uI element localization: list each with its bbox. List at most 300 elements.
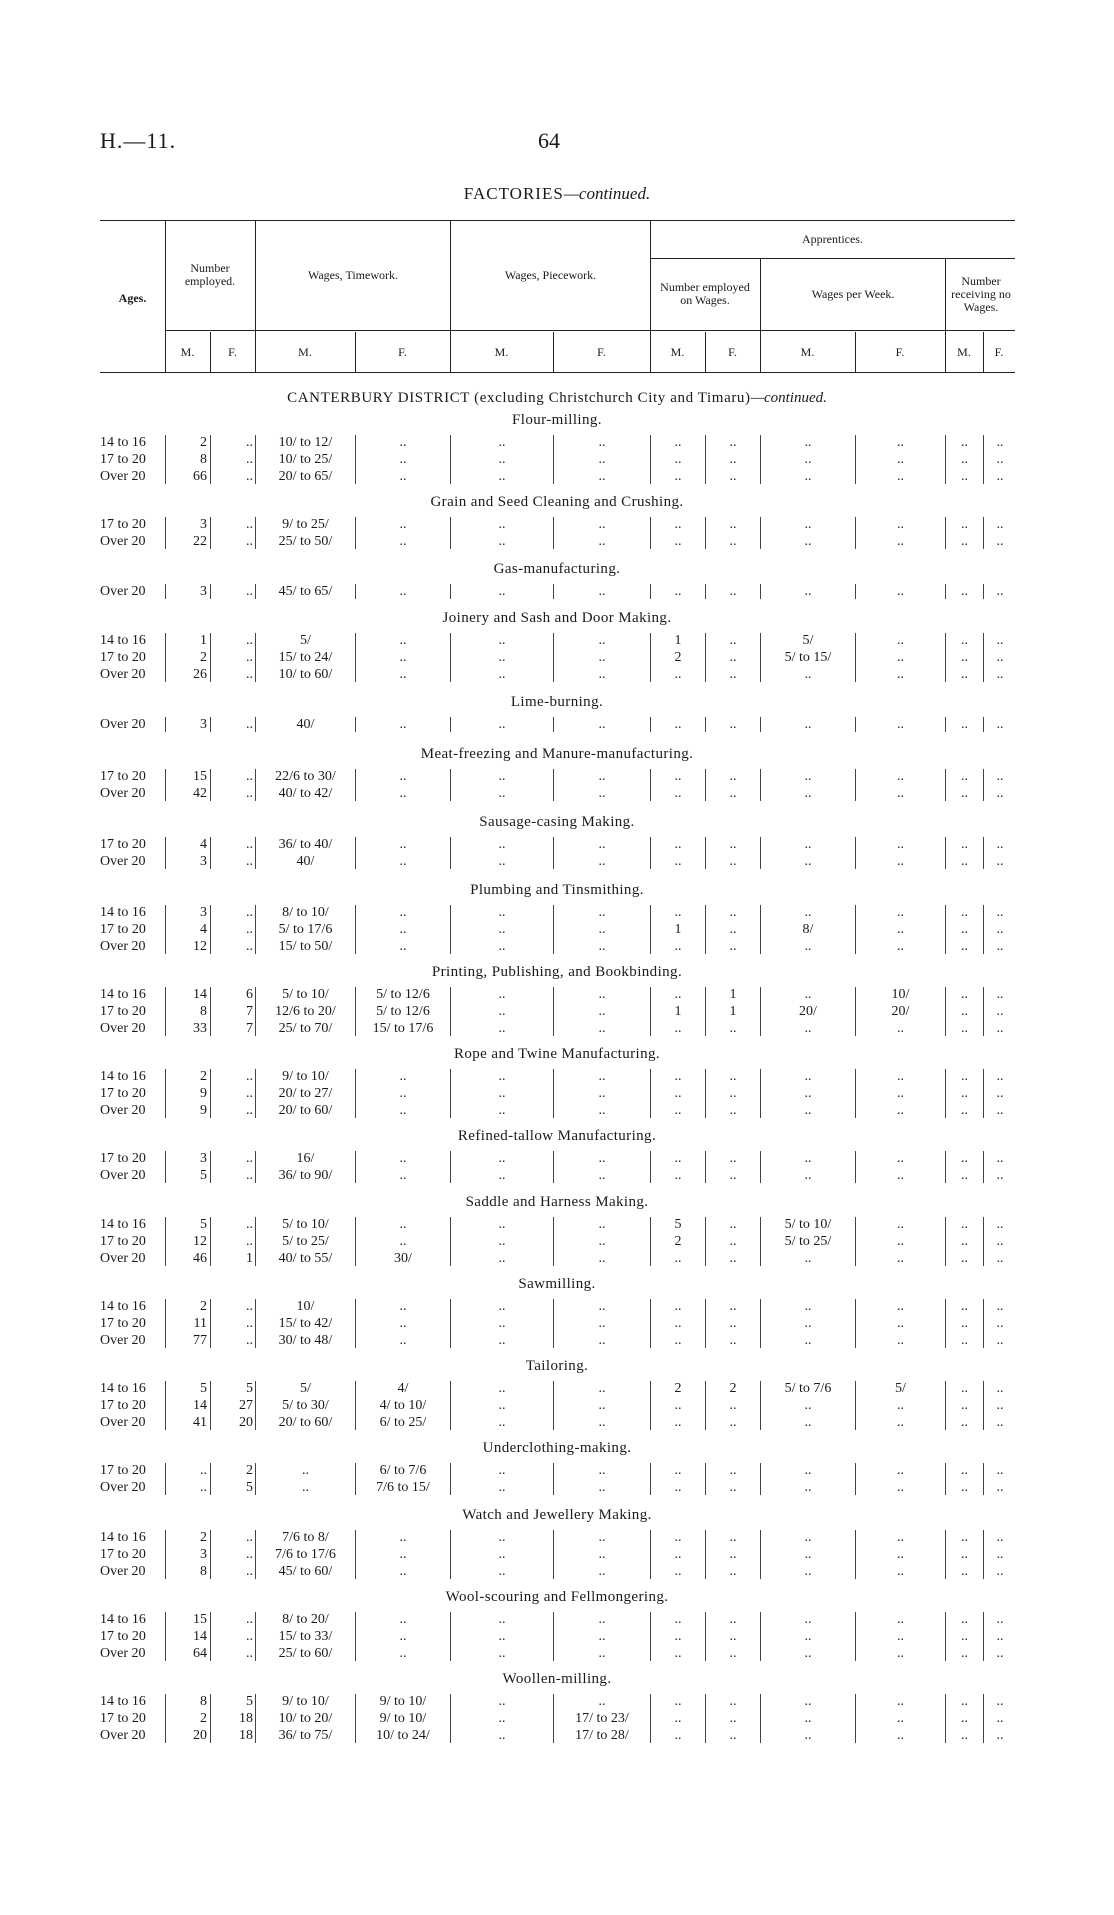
data-cell: .. [399, 1646, 407, 1661]
column-rule [705, 435, 706, 484]
data-cell: .. [996, 786, 1004, 801]
section-heading: Woollen-milling. [502, 1671, 612, 1687]
age-cell: 14 to 16 [100, 1694, 146, 1709]
table-row [0, 1020, 1114, 1037]
data-cell: .. [246, 905, 253, 920]
data-cell: .. [399, 854, 407, 869]
column-rule [650, 905, 651, 954]
data-cell: .. [804, 1086, 812, 1101]
data-cell: .. [961, 1480, 968, 1495]
data-cell: .. [498, 1069, 506, 1084]
data-cell: .. [996, 1646, 1004, 1661]
age-cell: 17 to 20 [100, 922, 146, 937]
column-rule [165, 837, 166, 869]
data-cell: .. [804, 854, 812, 869]
data-cell: .. [674, 1168, 682, 1183]
data-cell: 9 [200, 1103, 207, 1118]
data-cell: 77 [193, 1333, 207, 1348]
data-cell: 40/ [296, 717, 315, 732]
data-cell: .. [498, 1564, 506, 1579]
data-cell: .. [996, 1168, 1004, 1183]
data-cell: .. [897, 939, 904, 954]
data-cell: 7 [246, 1021, 253, 1036]
column-rule [650, 1381, 651, 1430]
column-rule [165, 1151, 166, 1183]
data-cell: 17/ to 28/ [575, 1728, 629, 1743]
data-cell: 5/ to 25/ [282, 1234, 329, 1249]
data-cell: .. [674, 786, 682, 801]
column-rule [983, 1217, 984, 1266]
column-rule [553, 1381, 554, 1430]
column-rule [983, 1463, 984, 1495]
column-rule [705, 1694, 706, 1743]
data-cell: 5/ to 25/ [784, 1234, 832, 1249]
data-cell: 66 [193, 469, 207, 484]
age-cell: 17 to 20 [100, 1086, 146, 1101]
data-cell: 9 [200, 1086, 207, 1101]
data-cell: .. [996, 922, 1004, 937]
data-cell: .. [498, 1299, 506, 1314]
data-cell: .. [897, 584, 904, 599]
data-cell: 1 [246, 1251, 253, 1266]
data-cell: .. [498, 786, 506, 801]
data-cell: .. [996, 905, 1004, 920]
data-cell: .. [598, 1612, 606, 1627]
table-header [0, 0, 1114, 400]
data-cell: .. [399, 1612, 407, 1627]
data-cell: .. [961, 922, 968, 937]
data-cell: .. [729, 905, 737, 920]
data-cell: .. [498, 1694, 506, 1709]
column-rule [855, 1463, 856, 1495]
column-rule [255, 435, 256, 484]
data-cell: 33 [193, 1021, 207, 1036]
data-cell: .. [897, 1168, 904, 1183]
data-cell: .. [598, 717, 606, 732]
data-cell: .. [729, 650, 737, 665]
data-cell: .. [897, 1316, 904, 1331]
header-apprentices-wages: Wages per Week. [811, 286, 895, 301]
data-cell: .. [399, 1629, 407, 1644]
data-cell: .. [996, 1694, 1004, 1709]
data-cell: .. [399, 1151, 407, 1166]
data-cell: .. [674, 1398, 682, 1413]
column-rule [450, 517, 451, 549]
data-cell: .. [498, 1217, 506, 1232]
data-cell: .. [804, 469, 812, 484]
data-cell: .. [674, 837, 682, 852]
data-cell: .. [897, 786, 904, 801]
column-rule [983, 905, 984, 954]
data-cell: 20/ to 60/ [278, 1103, 333, 1118]
data-cell: 8/ to 10/ [282, 905, 329, 920]
column-rule [945, 1069, 946, 1118]
table-row [0, 1250, 1114, 1267]
data-cell: .. [897, 1021, 904, 1036]
data-cell: .. [498, 837, 506, 852]
data-cell: 5/ to 10/ [282, 987, 329, 1002]
data-cell: .. [399, 1086, 407, 1101]
data-cell: 3 [200, 1547, 207, 1562]
column-rule [945, 1612, 946, 1661]
data-cell: .. [729, 1168, 737, 1183]
data-cell: .. [996, 1381, 1004, 1396]
column-rule [210, 1151, 211, 1183]
data-cell: 9/ to 10/ [282, 1069, 329, 1084]
table-row [0, 1102, 1114, 1119]
age-cell: Over 20 [100, 786, 146, 801]
column-rule [650, 1612, 651, 1661]
column-rule [165, 987, 166, 1036]
data-cell: .. [674, 1629, 682, 1644]
age-cell: Over 20 [100, 1333, 146, 1348]
data-cell: 2 [674, 1381, 682, 1396]
data-cell: .. [996, 517, 1004, 532]
column-rule [355, 905, 356, 954]
column-rule [210, 1299, 211, 1348]
data-cell: 5/ to 17/6 [278, 922, 333, 937]
data-cell: .. [729, 922, 737, 937]
column-rule [855, 435, 856, 484]
data-cell: 36/ to 75/ [278, 1728, 333, 1743]
data-cell: .. [246, 1316, 253, 1331]
age-cell: Over 20 [100, 854, 146, 869]
data-cell: .. [674, 717, 682, 732]
data-cell: .. [996, 1612, 1004, 1627]
header-piece-f: F. [597, 344, 606, 359]
data-cell: .. [961, 786, 968, 801]
data-cell: .. [804, 584, 812, 599]
column-rule [255, 769, 256, 801]
column-rule [255, 1299, 256, 1348]
data-cell: .. [674, 1530, 682, 1545]
header-apprentices-no-wages: Number receiving no Wages. [951, 273, 1011, 314]
table-row [0, 836, 1114, 853]
data-cell: .. [996, 1629, 1004, 1644]
data-cell: 15 [193, 769, 207, 784]
data-cell: .. [399, 1299, 407, 1314]
data-cell: .. [961, 1168, 968, 1183]
data-cell: .. [674, 1069, 682, 1084]
data-cell: .. [804, 1711, 812, 1726]
data-cell: 1 [674, 633, 682, 648]
data-cell: .. [729, 1480, 737, 1495]
column-rule [855, 1151, 856, 1183]
column-rule [355, 1463, 356, 1495]
column-rule [983, 1694, 984, 1743]
column-rule [165, 584, 166, 599]
age-cell: Over 20 [100, 717, 146, 732]
data-cell: .. [246, 469, 253, 484]
data-cell: 30/ to 48/ [278, 1333, 333, 1348]
data-cell: 8 [200, 1564, 207, 1579]
column-rule [210, 905, 211, 954]
column-rule [983, 987, 984, 1036]
column-rule [760, 1463, 761, 1495]
data-cell: .. [804, 452, 812, 467]
data-cell: 3 [200, 584, 207, 599]
column-rule [450, 1217, 451, 1266]
data-cell: .. [996, 1151, 1004, 1166]
data-cell: .. [674, 584, 682, 599]
column-rule [705, 1299, 706, 1348]
data-cell: .. [200, 1463, 207, 1478]
column-rule [650, 717, 651, 732]
data-cell: 2 [200, 1299, 207, 1314]
age-cell: Over 20 [100, 1564, 146, 1579]
data-cell: .. [498, 1234, 506, 1249]
data-cell: .. [674, 435, 682, 450]
data-cell: 2 [200, 650, 207, 665]
data-cell: .. [674, 1711, 682, 1726]
column-rule [855, 837, 856, 869]
data-cell: .. [996, 1564, 1004, 1579]
data-cell: .. [897, 837, 904, 852]
column-rule [210, 1463, 211, 1495]
column-rule [983, 1381, 984, 1430]
data-cell: 14 [193, 1629, 207, 1644]
age-cell: 14 to 16 [100, 1381, 146, 1396]
data-cell: .. [498, 1021, 506, 1036]
data-cell: .. [729, 1021, 737, 1036]
data-cell: .. [399, 1564, 407, 1579]
column-rule [705, 584, 706, 599]
data-cell: 20/ [891, 1004, 910, 1019]
data-cell: 22/6 to 30/ [275, 769, 336, 784]
table-row [0, 1150, 1114, 1167]
data-cell: 10/ to 25/ [278, 452, 333, 467]
data-cell: .. [897, 1711, 904, 1726]
column-rule [650, 987, 651, 1036]
column-rule [705, 905, 706, 954]
age-cell: 17 to 20 [100, 1711, 146, 1726]
data-cell: .. [399, 633, 407, 648]
section-heading: Grain and Seed Cleaning and Crushing. [430, 494, 684, 510]
column-rule [165, 769, 166, 801]
column-rule [855, 633, 856, 682]
data-cell: .. [399, 584, 407, 599]
data-cell: .. [897, 717, 904, 732]
section-heading: Rope and Twine Manufacturing. [453, 1046, 661, 1062]
section-heading: Flour-milling. [512, 412, 602, 428]
data-cell: .. [897, 1530, 904, 1545]
data-cell: .. [399, 650, 407, 665]
data-cell: .. [674, 1333, 682, 1348]
column-rule [165, 1217, 166, 1266]
column-rule [255, 1694, 256, 1743]
data-cell: .. [399, 922, 407, 937]
column-rule [760, 517, 761, 549]
data-cell: .. [897, 1564, 904, 1579]
column-rule [760, 1151, 761, 1183]
data-cell: .. [399, 905, 407, 920]
data-cell: .. [996, 1728, 1004, 1743]
data-cell: 5/ to 12/6 [376, 1004, 430, 1019]
column-rule [255, 717, 256, 732]
data-cell: .. [729, 1564, 737, 1579]
table-row [0, 1085, 1114, 1102]
data-cell: 36/ to 90/ [278, 1168, 333, 1183]
column-rule [650, 435, 651, 484]
data-cell: .. [399, 717, 407, 732]
data-cell: .. [961, 1217, 968, 1232]
data-cell: .. [200, 1480, 207, 1495]
data-cell: .. [729, 1728, 737, 1743]
data-cell: .. [996, 1463, 1004, 1478]
data-cell: 1 [674, 922, 682, 937]
data-cell: .. [246, 1217, 253, 1232]
column-rule [650, 1069, 651, 1118]
section-heading: Sausage-casing Making. [479, 814, 635, 830]
data-cell: 25/ to 50/ [278, 534, 333, 549]
column-rule [210, 633, 211, 682]
column-rule [553, 517, 554, 549]
data-cell: .. [961, 1333, 968, 1348]
data-cell: .. [498, 435, 506, 450]
column-rule [450, 987, 451, 1036]
data-cell: .. [961, 1103, 968, 1118]
data-cell: 7/6 to 8/ [282, 1530, 329, 1545]
data-cell: .. [498, 1530, 506, 1545]
report-reference: H.—11. [100, 128, 177, 153]
age-cell: Over 20 [100, 1021, 146, 1036]
data-cell: .. [246, 1612, 253, 1627]
data-cell: 64 [193, 1646, 207, 1661]
data-cell: .. [996, 1415, 1004, 1430]
data-cell: .. [674, 939, 682, 954]
column-rule [760, 1694, 761, 1743]
data-cell: .. [598, 1480, 606, 1495]
data-cell: 9/ to 10/ [379, 1694, 427, 1709]
data-cell: 26 [193, 667, 207, 682]
data-cell: .. [729, 837, 737, 852]
title-main: FACTORIES [463, 184, 564, 203]
age-cell: 14 to 16 [100, 1612, 146, 1627]
data-cell: 2 [200, 435, 207, 450]
data-cell: 5 [200, 1381, 207, 1396]
column-rule [760, 435, 761, 484]
data-cell: .. [804, 769, 812, 784]
data-cell: .. [399, 786, 407, 801]
data-cell: .. [598, 1234, 606, 1249]
table-row [0, 1645, 1114, 1662]
age-cell: Over 20 [100, 584, 146, 599]
data-cell: 46 [193, 1251, 207, 1266]
column-rule [945, 769, 946, 801]
column-rule [355, 1530, 356, 1579]
column-rule [255, 1612, 256, 1661]
data-cell: .. [961, 584, 968, 599]
column-rule [705, 1217, 706, 1266]
data-cell: .. [598, 1463, 606, 1478]
data-cell: 5/ to 30/ [282, 1398, 329, 1413]
data-cell: .. [897, 1612, 904, 1627]
data-cell: .. [961, 717, 968, 732]
data-cell: 12/6 to 20/ [275, 1004, 336, 1019]
data-cell: 14 [193, 987, 207, 1002]
data-cell: .. [897, 1646, 904, 1661]
column-rule [255, 1151, 256, 1183]
data-cell: .. [246, 769, 253, 784]
data-cell: .. [961, 1251, 968, 1266]
data-cell: .. [961, 1069, 968, 1084]
data-cell: .. [804, 1103, 812, 1118]
column-rule [855, 769, 856, 801]
title-continued: —continued. [563, 184, 651, 203]
age-cell: 14 to 16 [100, 987, 146, 1002]
data-cell: .. [598, 469, 606, 484]
data-cell: .. [598, 1381, 606, 1396]
data-cell: .. [961, 837, 968, 852]
data-cell: 40/ to 55/ [278, 1251, 333, 1266]
column-rule [355, 1694, 356, 1743]
data-cell: 3 [200, 905, 207, 920]
data-cell: .. [961, 1728, 968, 1743]
data-cell: .. [804, 1333, 812, 1348]
section-heading: Watch and Jewellery Making. [462, 1507, 652, 1523]
data-cell: .. [598, 922, 606, 937]
data-cell: .. [961, 435, 968, 450]
column-rule [760, 769, 761, 801]
column-rule [855, 1694, 856, 1743]
column-rule [255, 1217, 256, 1266]
data-cell: 5 [674, 1217, 682, 1232]
data-cell: .. [399, 469, 407, 484]
data-cell: .. [897, 667, 904, 682]
column-rule [945, 987, 946, 1036]
data-cell: .. [897, 1151, 904, 1166]
table-row [0, 632, 1114, 649]
data-cell: .. [804, 1646, 812, 1661]
column-rule [355, 987, 356, 1036]
age-cell: 14 to 16 [100, 633, 146, 648]
column-rule [450, 1463, 451, 1495]
data-cell: .. [996, 717, 1004, 732]
column-rule [705, 1151, 706, 1183]
data-cell: .. [729, 1547, 737, 1562]
column-rule [705, 1612, 706, 1661]
data-cell: 30/ [394, 1251, 412, 1266]
column-rule [983, 584, 984, 599]
data-cell: .. [897, 633, 904, 648]
age-cell: 17 to 20 [100, 517, 146, 532]
data-cell: 1 [729, 1004, 737, 1019]
table-row [0, 649, 1114, 666]
data-cell: .. [598, 452, 606, 467]
section-heading: Wool-scouring and Fellmongering. [445, 1589, 669, 1605]
data-cell: .. [598, 1694, 606, 1709]
data-cell: .. [804, 1547, 812, 1562]
column-rule [855, 584, 856, 599]
data-cell: 2 [674, 650, 682, 665]
data-cell: .. [996, 837, 1004, 852]
age-cell: 14 to 16 [100, 1069, 146, 1084]
column-rule [553, 1463, 554, 1495]
data-cell: 5 [246, 1381, 253, 1396]
data-cell: .. [399, 1316, 407, 1331]
data-cell: .. [961, 1234, 968, 1249]
section-heading: Joinery and Sash and Door Making. [442, 610, 672, 626]
data-cell: 10/ to 12/ [278, 435, 333, 450]
age-cell: Over 20 [100, 1103, 146, 1118]
column-rule [165, 1463, 166, 1495]
data-cell: .. [246, 1629, 253, 1644]
data-cell: .. [598, 987, 606, 1002]
column-rule [760, 1217, 761, 1266]
data-cell: .. [674, 667, 682, 682]
table-row [0, 1167, 1114, 1184]
section-heading: Gas-manufacturing. [493, 561, 621, 577]
